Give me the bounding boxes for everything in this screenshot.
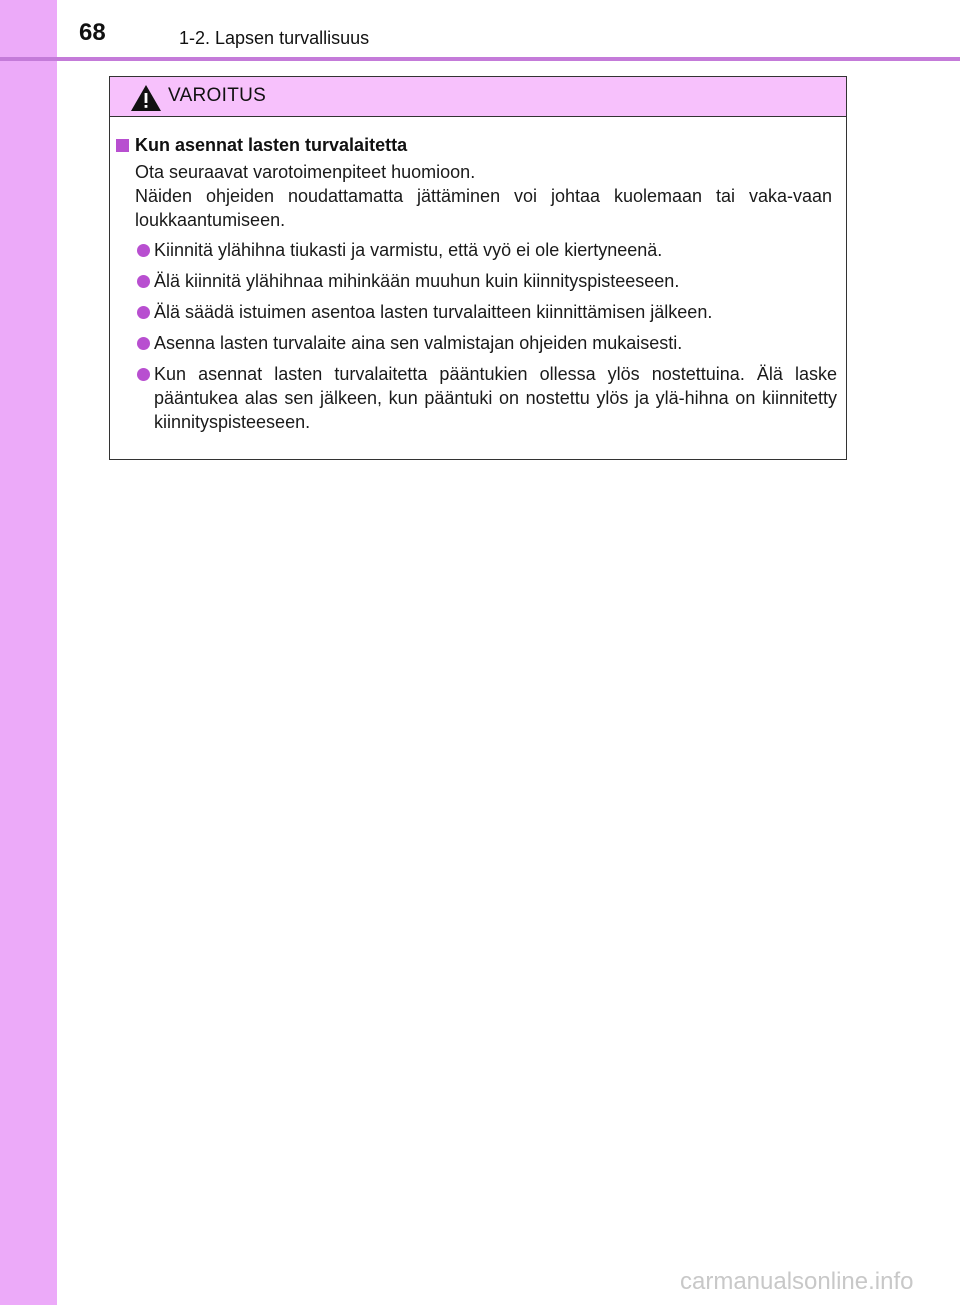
list-item	[110, 238, 846, 262]
warning-triangle-icon	[130, 84, 162, 112]
side-color-strip	[0, 0, 57, 1305]
list-item-text: Asenna lasten turvalaite aina sen valmistajan ohjeiden mukaisesti.	[154, 333, 683, 353]
page-number: 68	[79, 19, 106, 46]
list-item	[110, 362, 846, 434]
section-title: 1-2. Lapsen turvallisuus	[179, 28, 370, 48]
intro-line-1: Ota seuraavat varotoimenpiteet huomioon.	[135, 162, 476, 182]
list-item-text: Kun asennat lasten turvalaitetta pääntukien ollessa ylös nostettuina. Älä laske pääntukea alas sen jälkeen, kun pääntuki on nostettu ylös ja ylä-hihna on kiinnitetty kiinnityspisteeseen.	[154, 364, 837, 432]
warning-title: VAROITUS	[168, 85, 267, 106]
intro-line-2: Näiden ohjeiden noudattamatta jättäminen voi johtaa kuolemaan tai vaka-vaan loukkaantumiseen.	[135, 186, 832, 230]
warning-subheading	[110, 132, 846, 158]
warning-subheading-text: Kun asennat lasten turvalaitetta	[135, 135, 408, 155]
bullet-dot-icon	[137, 275, 150, 288]
warning-header	[110, 77, 846, 117]
page-header	[57, 0, 960, 58]
warning-body	[110, 132, 846, 441]
bullet-dot-icon	[137, 337, 150, 350]
bullet-dot-icon	[137, 368, 150, 381]
bullet-dot-icon	[137, 306, 150, 319]
list-item-text: Kiinnitä ylähihna tiukasti ja varmistu, että vyö ei ole kiertyneenä.	[154, 240, 663, 260]
warning-box	[109, 76, 847, 460]
list-item	[110, 300, 846, 324]
bullet-dot-icon	[137, 244, 150, 257]
list-item-text: Älä säädä istuimen asentoa lasten turvalaitteen kiinnittämisen jälkeen.	[154, 302, 713, 322]
warning-bullet-list	[110, 238, 846, 434]
list-item	[110, 331, 846, 355]
square-bullet-icon	[116, 139, 129, 152]
watermark: carmanualsonline.info	[680, 1268, 914, 1295]
header-rule	[0, 57, 960, 61]
list-item-text: Älä kiinnitä ylähihnaa mihinkään muuhun kuin kiinnityspisteeseen.	[154, 271, 680, 291]
list-item	[110, 269, 846, 293]
